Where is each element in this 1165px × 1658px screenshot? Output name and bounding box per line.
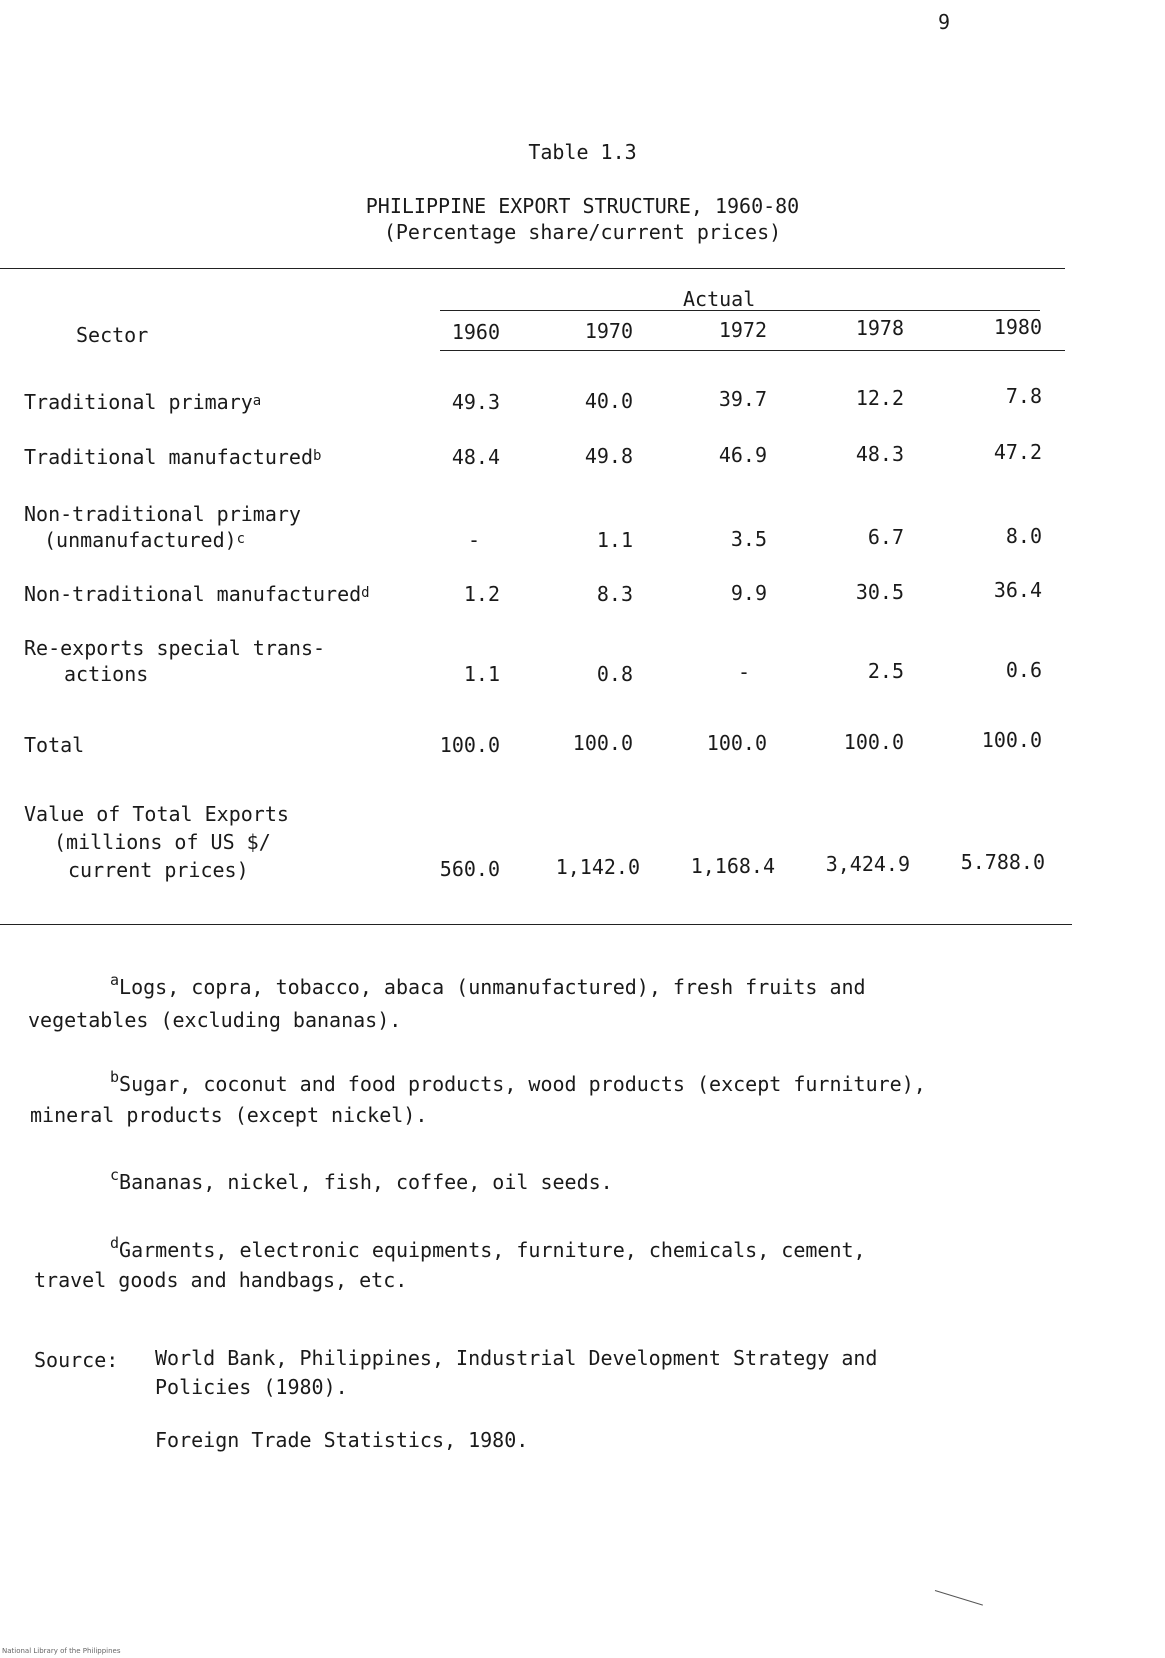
cell: 8.3 xyxy=(596,582,633,606)
cell: 12.2 xyxy=(855,386,904,410)
cell: 39.7 xyxy=(718,387,767,411)
footnote-a: $^a$Logs, copra, tobacco, abaca (unmanufactured), fresh fruits and xyxy=(110,971,866,999)
cell: - xyxy=(737,660,750,684)
cell: 1,142.0 xyxy=(555,855,640,879)
cell: 1,168.4 xyxy=(690,854,775,878)
cell: 6.7 xyxy=(867,525,904,549)
row-label-non-traditional-manufactured: Non-traditional manufactured$^d$ xyxy=(24,582,370,606)
cell: 7.8 xyxy=(1005,384,1042,408)
row-label-traditional-primary: Traditional primary$^a$ xyxy=(24,390,262,414)
table-label: Table 1.3 xyxy=(528,140,637,164)
table-bottom-rule xyxy=(0,924,1072,925)
row-label-continuation: current prices) xyxy=(68,858,249,882)
cell: 100.0 xyxy=(439,733,500,757)
cell: 46.9 xyxy=(718,443,767,467)
cell: 0.8 xyxy=(596,662,633,686)
cell: - xyxy=(467,528,480,552)
source-label: Source: xyxy=(34,1348,119,1372)
row-label-re-exports: Re-exports special trans- xyxy=(24,636,326,660)
row-label-total: Total xyxy=(24,733,85,757)
cell: 1.1 xyxy=(596,528,633,552)
cell: 3,424.9 xyxy=(825,852,910,876)
cell: 8.0 xyxy=(1005,524,1042,548)
cell: 36.4 xyxy=(993,578,1042,602)
cell: 2.5 xyxy=(867,659,904,683)
source-line-3: Foreign Trade Statistics, 1980. xyxy=(155,1428,529,1452)
footnote-c: $^c$Bananas, nickel, fish, coffee, oil seeds. xyxy=(110,1166,613,1194)
bottom-stamp: National Library of the Philippines xyxy=(2,1647,121,1655)
footnote-d: $^d$Garments, electronic equipments, furniture, chemicals, cement, xyxy=(110,1234,866,1262)
cell: 5.788.0 xyxy=(960,850,1045,874)
footnote-b: $^b$Sugar, coconut and food products, wood products (except furniture), xyxy=(110,1068,926,1096)
footnote-d-continuation: travel goods and handbags, etc. xyxy=(34,1268,408,1292)
cell: 47.2 xyxy=(993,440,1042,464)
cell: 30.5 xyxy=(855,580,904,604)
page-number: 9 xyxy=(938,10,951,34)
cell: 1.1 xyxy=(463,662,500,686)
cell: 9.9 xyxy=(730,581,767,605)
cell: 560.0 xyxy=(439,857,500,881)
cell: 100.0 xyxy=(706,731,767,755)
cell: 0.6 xyxy=(1005,658,1042,682)
cell: 3.5 xyxy=(730,527,767,551)
year-1960: 1960 xyxy=(451,320,500,344)
cell: 49.3 xyxy=(451,390,500,414)
row-label-value-of-total-exports: Value of Total Exports xyxy=(24,802,289,826)
table-subtitle: (Percentage share/current prices) xyxy=(383,220,782,244)
footnote-b-continuation: mineral products (except nickel). xyxy=(30,1103,428,1127)
row-label-continuation: (millions of US $/ xyxy=(54,830,271,854)
source-line-2: Policies (1980). xyxy=(155,1375,348,1399)
cell: 40.0 xyxy=(584,389,633,413)
row-label-non-traditional-primary: Non-traditional primary xyxy=(24,502,301,526)
year-1972: 1972 xyxy=(718,318,767,342)
cell: 48.4 xyxy=(451,445,500,469)
actual-header: Actual xyxy=(683,287,756,311)
cell: 100.0 xyxy=(572,731,633,755)
row-label-continuation: (unmanufactured)$^c$ xyxy=(44,528,246,552)
year-1970: 1970 xyxy=(584,319,633,343)
table-title: PHILIPPINE EXPORT STRUCTURE, 1960-80 xyxy=(365,194,800,218)
row-label-traditional-manufactured: Traditional manufactured$^b$ xyxy=(24,445,322,469)
cell: 1.2 xyxy=(463,582,500,606)
table-top-rule xyxy=(0,268,1065,269)
sector-header: Sector xyxy=(76,323,149,347)
cell: 49.8 xyxy=(584,444,633,468)
cell: 100.0 xyxy=(981,728,1042,752)
header-bottom-rule xyxy=(440,350,1065,351)
cell: 100.0 xyxy=(843,730,904,754)
footnote-a-continuation: vegetables (excluding bananas). xyxy=(28,1008,402,1032)
source-line-1: World Bank, Philippines, Industrial Development Strategy and xyxy=(155,1346,878,1370)
row-label-continuation: actions xyxy=(64,662,149,686)
year-1980: 1980 xyxy=(993,315,1042,339)
year-1978: 1978 xyxy=(855,316,904,340)
cell: 48.3 xyxy=(855,442,904,466)
pencil-mark xyxy=(935,1590,983,1606)
